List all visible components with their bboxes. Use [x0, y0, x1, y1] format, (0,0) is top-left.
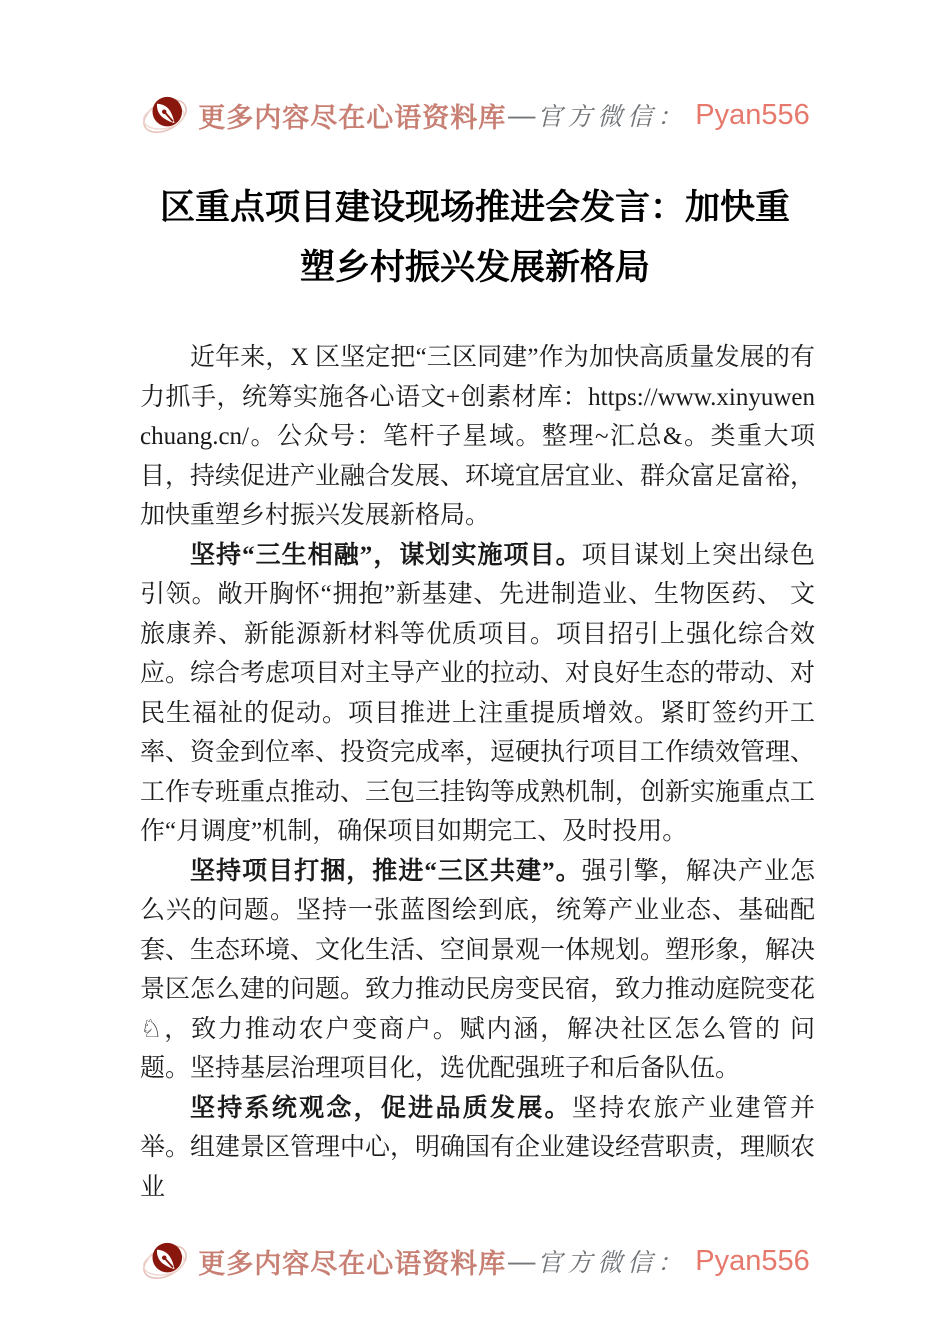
watermark-header — [0, 90, 950, 140]
document-body — [140, 338, 815, 1207]
paragraph-sanqu — [140, 852, 815, 1089]
paragraph-xitong — [140, 1089, 815, 1208]
paragraph-lead: 坚持“三生相融”，谋划实施项目。 — [190, 541, 582, 569]
paragraph-text: 强引擎，解决产业怎么兴的问题。坚持一张蓝图绘到底，统筹产业业态、基础配套、生态环境、文化生活、空间景观一体规划。塑形象，解决景区怎么建的问题。致力推动民房变民宿，致力推动庭院变花♘，致力推动农户变商户。赋内涵，解决社区怎么管的 问题。坚持基层治理项目化，选优配强班子和后备队伍。 — [140, 857, 816, 1082]
watermark-dash: — — [508, 99, 536, 130]
document-title: 区重点项目建设现场推进会发言：加快重塑乡村振兴发展新格局 — [159, 188, 790, 287]
paragraph-sansheng — [140, 536, 815, 852]
watermark-wechat-label: 官方微信： — [537, 102, 688, 131]
paragraph-lead: 坚持项目打捆，推进“三区共建”。 — [190, 857, 582, 885]
pen-nib-logo-icon — [140, 1236, 190, 1286]
paragraph-text: 项目谋划上突出绿色引领。敞开胸怀“拥抱”新基建、先进制造业、生物医药、 文旅康养、新能源新材料等优质项目。项目招引上强化综合效应。综合考虑项目对主导产业的拉动、对良好生态的带动、对民生福祉的促动。项目推进上注重提质增效。紧盯签约开工率、资金到位率、投资完成率，逗硬执行项目工作绩效管理、工作专班重点推动、三包三挂钩等成熟机制，创新实施重点工作“月调度”机制，确保项目如期完工、及时投用。 — [140, 541, 816, 845]
watermark-wechat-id: Pyan556 — [695, 1244, 810, 1277]
watermark-wechat-label: 官方微信： — [537, 1248, 688, 1277]
watermark-wechat-id: Pyan556 — [695, 98, 810, 131]
paragraph-text: 坚持农旅产业建管并举。组建景区管理中心，明确国有企业建设经营职责，理顺农业 — [140, 1094, 816, 1201]
paragraph-intro — [140, 338, 815, 536]
paragraph-lead: 坚持系统观念，促进品质发展。 — [190, 1094, 572, 1122]
pen-nib-logo-icon — [140, 90, 190, 140]
paragraph-text: 近年来，X 区坚定把“三区同建”作为加快高质量发展的有力抓手，统筹实施各心语文+创素材库：https://www.xinyuwenchuang.cn/。公众号：笔杆子星域。整理~汇总&。类重大项目，持续促进产业融合发展、环境宜居宜业、群众富足富裕，加快重塑乡村振兴发展新格局。 — [140, 344, 816, 529]
watermark-text: 更多内容尽在心语资料库 — [198, 102, 507, 133]
watermark-dash: — — [508, 1245, 536, 1276]
watermark-text: 更多内容尽在心语资料库 — [198, 1248, 507, 1279]
watermark-footer — [0, 1236, 950, 1286]
